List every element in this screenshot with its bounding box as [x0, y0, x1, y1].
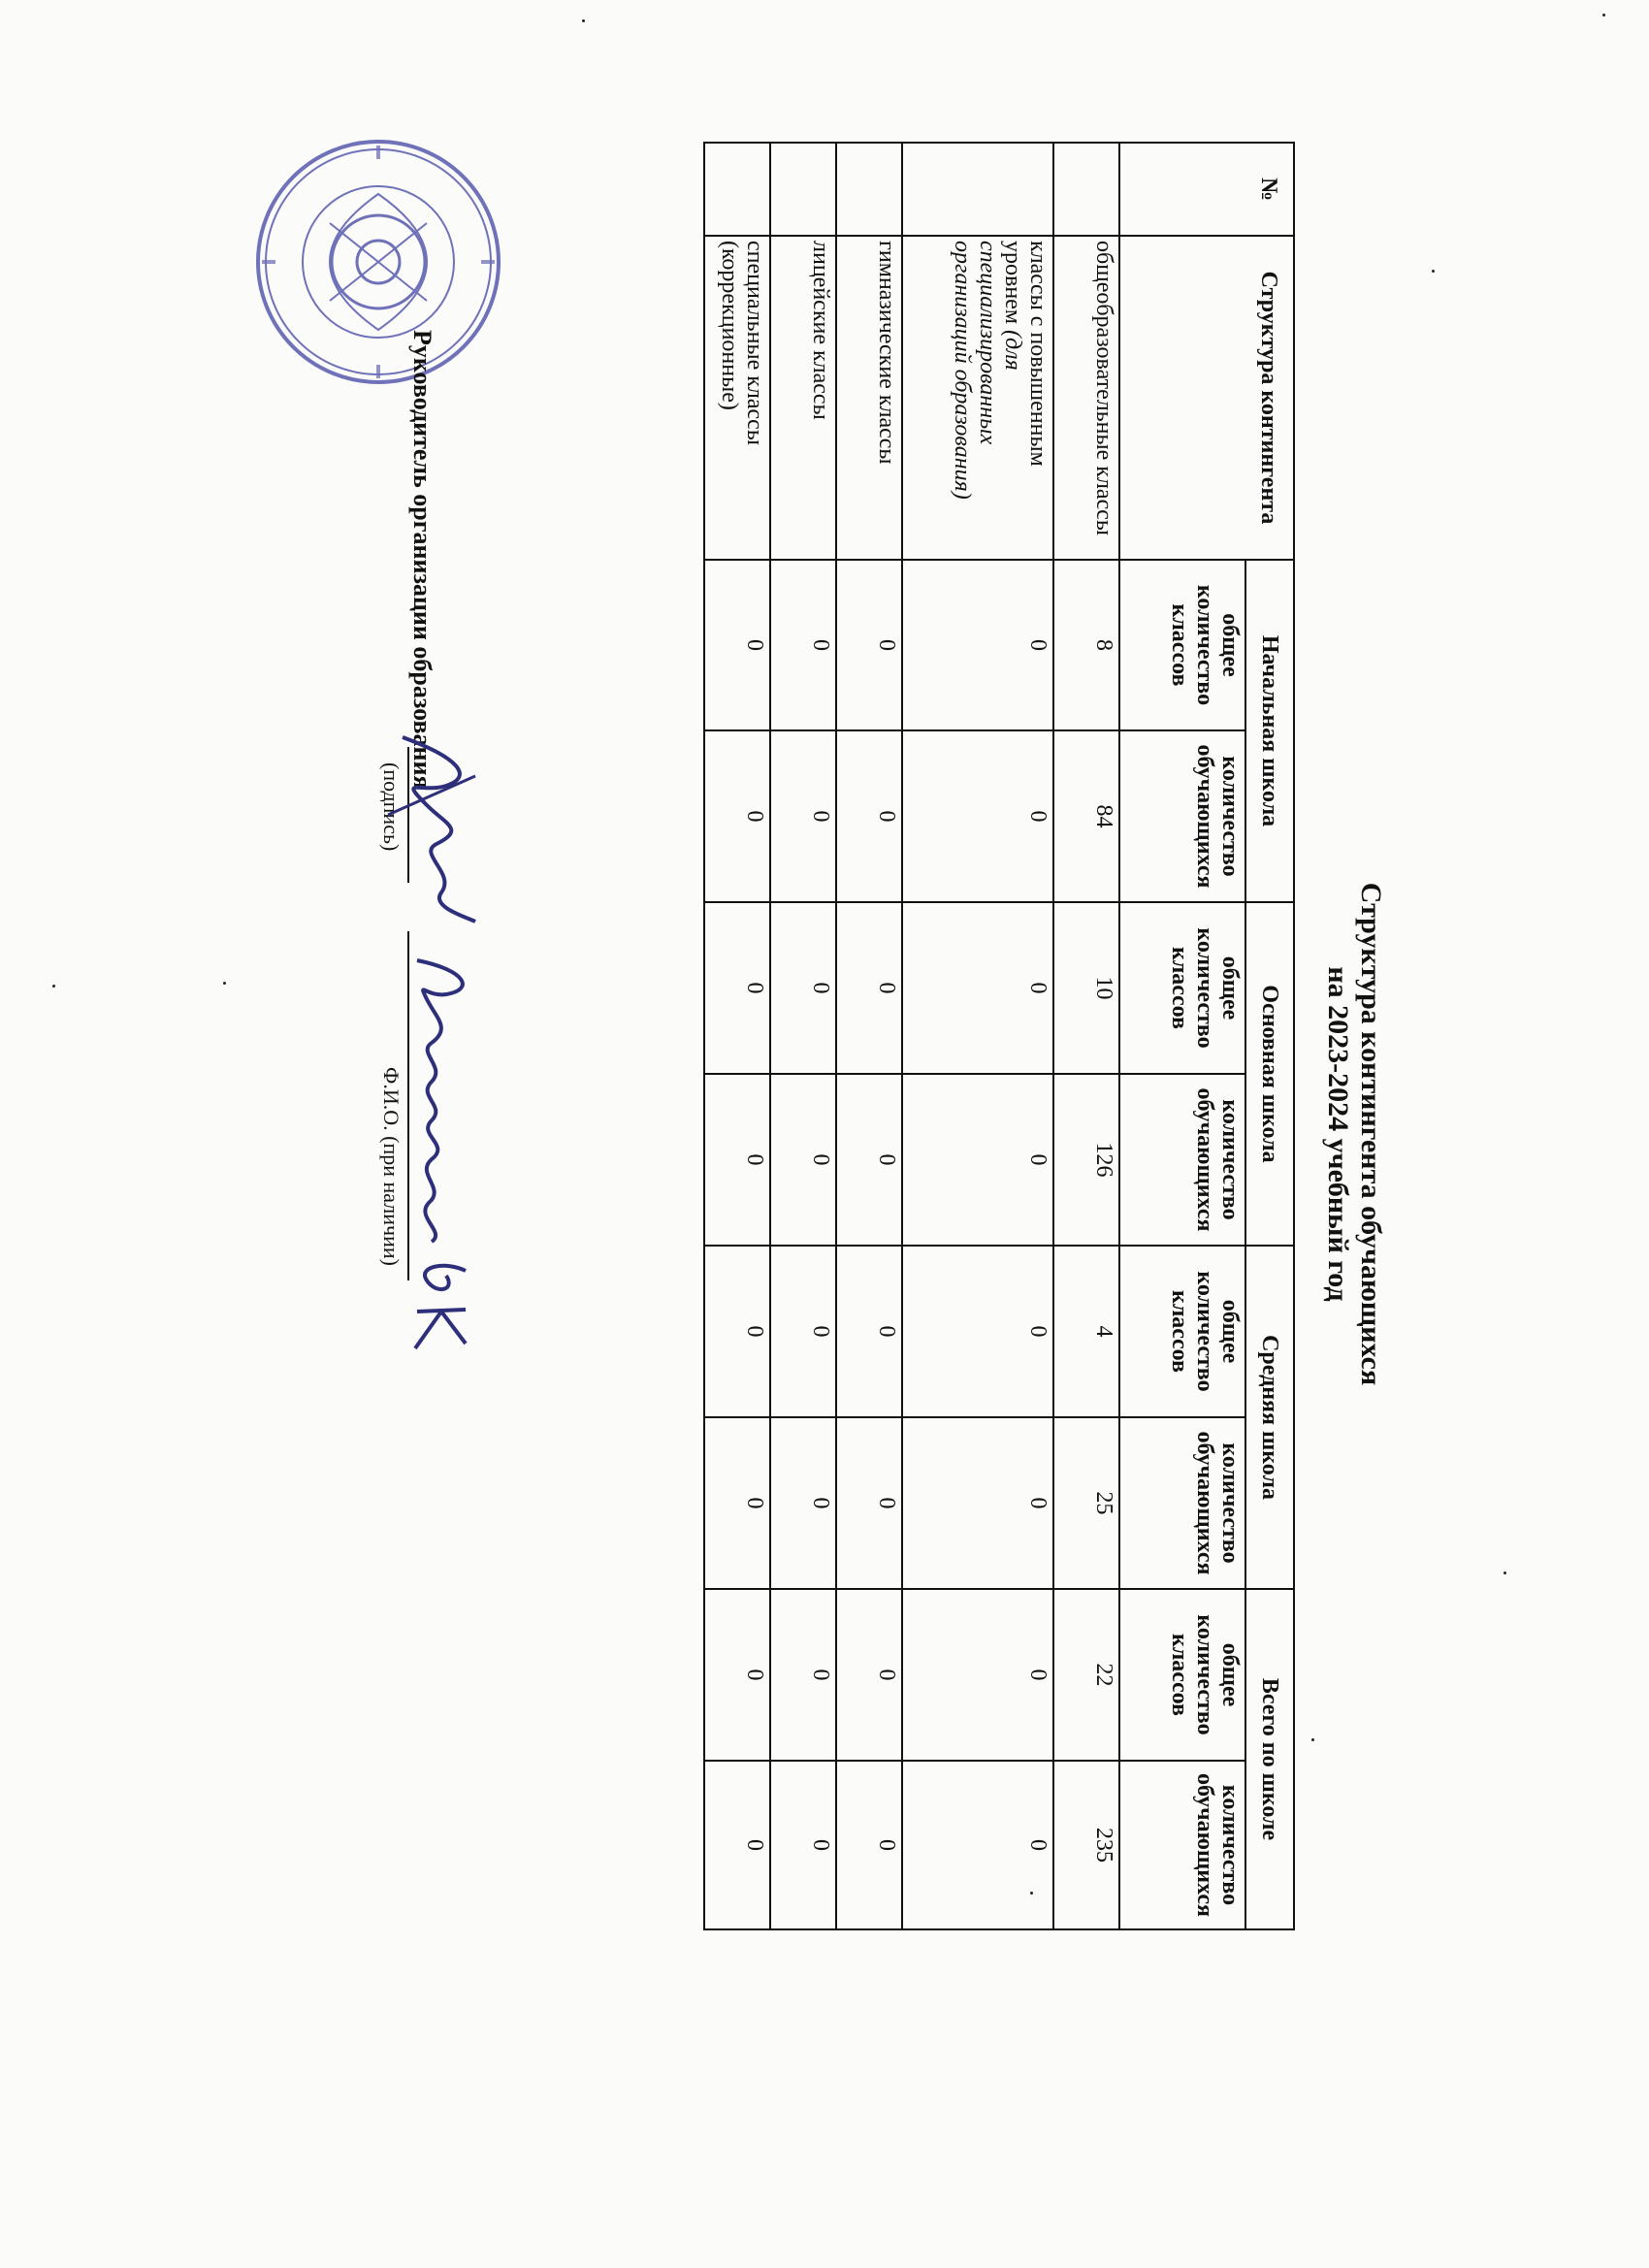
table-row — [704, 143, 770, 1929]
head-label: Руководитель организации образования — [408, 330, 436, 790]
value-cell: 0 — [770, 902, 836, 1074]
value-cell: 0 — [704, 1246, 770, 1417]
value-cell: 0 — [770, 1589, 836, 1761]
handwritten-name — [398, 951, 485, 1368]
official-seal — [252, 136, 504, 388]
handwritten-signature — [378, 718, 495, 931]
value-cell: 0 — [770, 1074, 836, 1246]
value-cell: 22 — [1053, 1589, 1119, 1761]
row-label: лицейские классы — [770, 236, 836, 560]
value-cell: 0 — [704, 902, 770, 1074]
value-cell: 0 — [836, 1589, 902, 1761]
subheader-students: количество обучающихся — [1119, 1074, 1245, 1246]
value-cell: 0 — [836, 730, 902, 902]
title-line-2: на 2023-2024 учебный год — [1322, 966, 1354, 1302]
value-cell: 0 — [902, 560, 1053, 730]
value-cell: 0 — [704, 730, 770, 902]
header-number: № — [1119, 143, 1294, 236]
value-cell: 25 — [1053, 1417, 1119, 1589]
subheader-students: количество обучающихся — [1119, 1761, 1245, 1929]
value-cell: 0 — [836, 1246, 902, 1417]
row-label-main: классы с повышенным уровнем — [1000, 241, 1051, 467]
header-group-primary: Начальная школа — [1245, 560, 1294, 902]
header-structure: Структура контингента — [1119, 236, 1294, 560]
value-cell: 126 — [1053, 1074, 1119, 1246]
subheader-classes: общее количество классов — [1119, 560, 1245, 730]
value-cell: 0 — [836, 1761, 902, 1929]
value-cell: 235 — [1053, 1761, 1119, 1929]
row-label — [902, 236, 1053, 560]
row-label: гимназические классы — [836, 236, 902, 560]
value-cell: 0 — [836, 1417, 902, 1589]
header-group-total: Всего по школе — [1245, 1589, 1294, 1929]
value-cell: 0 — [704, 1761, 770, 1929]
table-row — [770, 143, 836, 1929]
header-group-secondary: Средняя школа — [1245, 1246, 1294, 1589]
value-cell: 0 — [770, 730, 836, 902]
value-cell: 0 — [770, 1417, 836, 1589]
value-cell: 0 — [902, 1589, 1053, 1761]
value-cell: 84 — [1053, 730, 1119, 902]
table-row — [902, 143, 1053, 1929]
value-cell: 0 — [770, 1246, 836, 1417]
header-group-basic: Основная школа — [1245, 902, 1294, 1246]
value-cell: 0 — [902, 730, 1053, 902]
value-cell: 0 — [902, 902, 1053, 1074]
subheader-classes: общее количество классов — [1119, 1589, 1245, 1761]
title-line-1: Структура контингента обучающихся — [1355, 882, 1387, 1386]
document-title — [1321, 0, 1387, 2268]
row-number-cell — [902, 143, 1053, 236]
row-number-cell — [836, 143, 902, 236]
row-number-cell — [770, 143, 836, 236]
value-cell: 4 — [1053, 1246, 1119, 1417]
table-row — [836, 143, 902, 1929]
value-cell: 0 — [836, 902, 902, 1074]
row-number-cell — [1053, 143, 1119, 236]
row-label: общеобразовательные классы — [1053, 236, 1119, 560]
value-cell: 0 — [902, 1761, 1053, 1929]
subheader-classes: общее количество классов — [1119, 902, 1245, 1074]
row-label-note: (для специализированных организаций образования) — [950, 241, 1025, 500]
value-cell: 0 — [770, 560, 836, 730]
subheader-students: количество обучающихся — [1119, 730, 1245, 902]
value-cell: 0 — [704, 560, 770, 730]
row-label: специальные классы (коррекционные) — [704, 236, 770, 560]
table-row — [1053, 143, 1119, 1929]
subheader-students: количество обучающихся — [1119, 1417, 1245, 1589]
value-cell: 0 — [902, 1246, 1053, 1417]
name-caption: Ф.И.О. (при наличии) — [379, 1067, 404, 1266]
value-cell: 0 — [770, 1761, 836, 1929]
row-number-cell — [704, 143, 770, 236]
value-cell: 0 — [836, 1074, 902, 1246]
value-cell: 0 — [704, 1074, 770, 1246]
signature-caption: (подпись) — [379, 762, 404, 852]
value-cell: 0 — [902, 1074, 1053, 1246]
value-cell: 10 — [1053, 902, 1119, 1074]
value-cell: 0 — [902, 1417, 1053, 1589]
value-cell: 0 — [704, 1589, 770, 1761]
subheader-classes: общее количество классов — [1119, 1246, 1245, 1417]
value-cell: 8 — [1053, 560, 1119, 730]
value-cell: 0 — [836, 560, 902, 730]
contingent-table — [703, 142, 1295, 1930]
value-cell: 0 — [704, 1417, 770, 1589]
